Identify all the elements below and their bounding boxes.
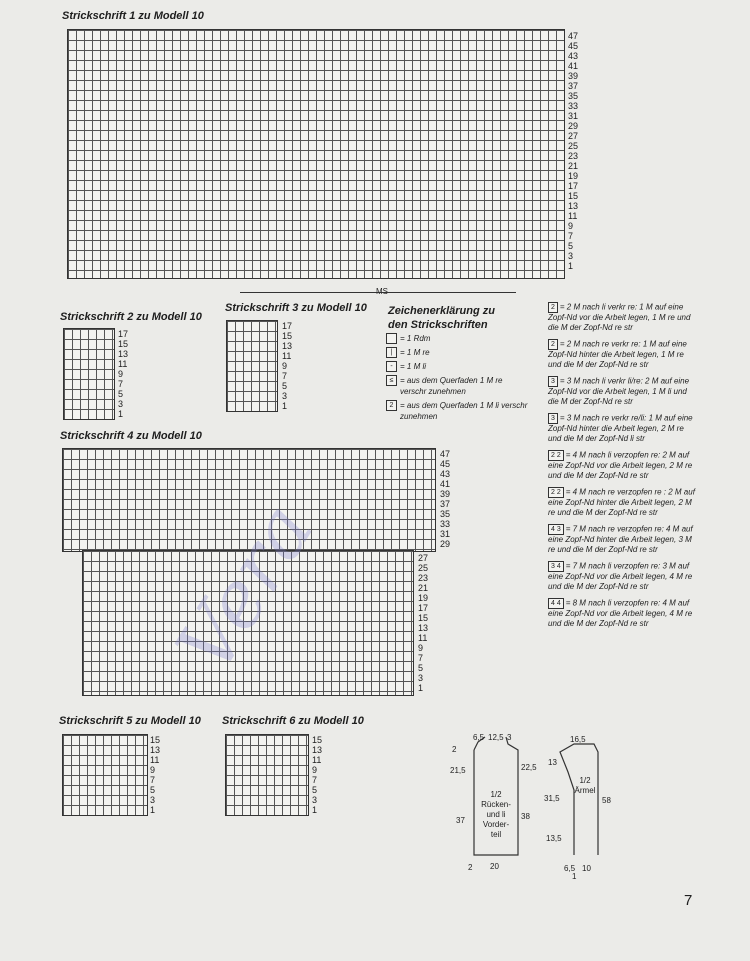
legend-text: = aus dem Querfaden 1 M re verschr zunehmen [400, 376, 503, 396]
chart-2-grid [63, 328, 115, 420]
row-label: 17 [282, 321, 293, 331]
row-label: 1 [118, 409, 124, 419]
row-label: 29 [568, 121, 579, 131]
row-label: 7 [118, 379, 124, 389]
cable-legend-item [548, 339, 698, 370]
cable-text: = 4 M nach re verzopfen re : 2 M auf eine Zopf-Nd hinter die Arbeit legen, 2 M re und die M der Zopf-Nd re str [548, 487, 695, 517]
chart-5-grid [62, 734, 148, 816]
row-label: 35 [440, 509, 451, 519]
row-label: 33 [568, 101, 579, 111]
back-right-upper: 22,5 [521, 763, 537, 772]
back-top-mid: 12,5 [488, 733, 504, 742]
cable-text: = 3 M nach re verkr re/li: 1 M auf eine Zopf-Nd hinter die Arbeit legen, 2 M re und die M der Zopf-Nd li str [548, 413, 693, 443]
schematic-sleeve [540, 730, 620, 880]
sleeve-bottom-left: 6,5 [564, 864, 576, 873]
row-label: 11 [312, 755, 322, 765]
cable-legend-item [548, 598, 698, 629]
row-label: 39 [440, 489, 451, 499]
cable-legend-item [548, 524, 698, 555]
sleeve-left-bottom: 13,5 [546, 834, 562, 843]
row-label: 17 [418, 603, 429, 613]
legend-text: = 1 Rdm [400, 334, 431, 343]
sleeve-left-mid: 31,5 [544, 794, 560, 803]
sleeve-label-2: Ärmel [574, 786, 596, 795]
legend-title-line1: Zeichenerklärung zu [388, 305, 495, 317]
cable-symbol: 2 2 [548, 487, 564, 498]
row-label: 29 [440, 539, 451, 549]
row-label: 15 [312, 735, 323, 745]
row-label: 3 [312, 795, 318, 805]
legend-symbol: | [386, 347, 397, 358]
chart-1-title: Strickschrift 1 zu Modell 10 [62, 10, 204, 22]
row-label: 23 [568, 151, 579, 161]
chart-1-row-labels [568, 31, 578, 271]
sleeve-left-top: 13 [548, 758, 557, 767]
row-label: 7 [568, 231, 574, 241]
page-number: 7 [684, 892, 693, 909]
row-label: 3 [568, 251, 574, 261]
row-label: 43 [440, 469, 451, 479]
chart-6-grid [225, 734, 309, 816]
chart-6-title: Strickschrift 6 zu Modell 10 [222, 715, 364, 727]
row-label: 3 [118, 399, 124, 409]
row-label: 43 [568, 51, 579, 61]
row-label: 15 [282, 331, 293, 341]
row-label: 11 [568, 211, 578, 221]
legend-text: = 1 M li [400, 362, 427, 371]
row-label: 25 [568, 141, 579, 151]
cable-symbol: 4 4 [548, 598, 564, 609]
row-label: 45 [568, 41, 579, 51]
row-label: 1 [312, 805, 318, 815]
row-label: 9 [150, 765, 156, 775]
row-label: 7 [418, 653, 424, 663]
row-label: 11 [150, 755, 160, 765]
legend-item [386, 347, 528, 358]
back-right-lower: 38 [521, 812, 530, 821]
sleeve-top: 16,5 [570, 735, 586, 744]
back-label-5: teil [490, 830, 502, 839]
row-label: 5 [118, 389, 124, 399]
back-label-1: 1/2 [490, 790, 502, 799]
row-label: 13 [282, 341, 293, 351]
row-label: 7 [150, 775, 156, 785]
legend-item [386, 361, 528, 372]
row-label: 31 [440, 529, 451, 539]
cable-legend-item [548, 413, 698, 444]
row-label: 5 [282, 381, 288, 391]
cable-text: = 2 M nach li verkr re: 1 M auf eine Zopf-Nd vor die Arbeit legen, 1 M re und die M der Zopf-Nd re str [548, 302, 691, 332]
cable-text: = 7 M nach li verzopfen re: 3 M auf eine Zopf-Nd vor die Arbeit legen, 4 M re und die M der Zopf-Nd re str [548, 561, 693, 591]
row-label: 27 [568, 131, 579, 141]
cable-symbol: 3 4 [548, 561, 564, 572]
back-left-top: 2 [452, 745, 457, 754]
row-label: 13 [418, 623, 429, 633]
row-label: 15 [418, 613, 429, 623]
row-label: 11 [418, 633, 428, 643]
cable-legend-item [548, 302, 698, 333]
chart-2-title: Strickschrift 2 zu Modell 10 [60, 311, 202, 323]
cable-legend-item [548, 561, 698, 592]
row-label: 15 [118, 339, 129, 349]
row-label: 13 [118, 349, 129, 359]
back-top-right: 3 [507, 733, 512, 742]
row-label: 11 [282, 351, 292, 361]
row-label: 17 [118, 329, 129, 339]
row-label: 15 [568, 191, 579, 201]
cable-text: = 2 M nach re verkr re: 1 M auf eine Zopf-Nd hinter die Arbeit legen, 1 M re und die M der Zopf-Nd re str [548, 339, 687, 369]
chart-6-row-labels [312, 735, 322, 815]
row-label: 21 [568, 161, 579, 171]
row-label: 13 [150, 745, 161, 755]
chart-4-row-labels-top [440, 449, 450, 549]
row-label: 5 [150, 785, 156, 795]
row-label: 27 [418, 553, 429, 563]
back-label-3: und li [486, 810, 506, 819]
back-left-upper: 21,5 [450, 766, 466, 775]
back-label [476, 790, 516, 840]
chart-3-title: Strickschrift 3 zu Modell 10 [225, 302, 367, 314]
cable-symbol: 4 3 [548, 524, 564, 535]
row-label: 9 [312, 765, 318, 775]
row-label: 1 [150, 805, 156, 815]
cable-legend-item [548, 487, 698, 518]
row-label: 41 [440, 479, 451, 489]
cable-symbol: 3 [548, 376, 558, 387]
back-label-2: Rücken- [481, 800, 511, 809]
row-label: 9 [568, 221, 574, 231]
chart-3-row-labels [282, 321, 292, 411]
schematic-sleeve-drawing [540, 730, 620, 880]
row-label: 5 [312, 785, 318, 795]
row-label: 7 [312, 775, 318, 785]
row-label: 13 [312, 745, 323, 755]
row-label: 15 [150, 735, 161, 745]
chart-2-row-labels [118, 329, 128, 419]
chart-5-row-labels [150, 735, 160, 815]
legend-symbol: 2 [386, 400, 397, 411]
chart-1-ms-label: MS [376, 287, 388, 296]
row-label: 11 [118, 359, 128, 369]
legend-symbol [386, 333, 397, 344]
row-label: 5 [418, 663, 424, 673]
cable-text: = 4 M nach li verzopfen re: 2 M auf eine Zopf-Nd vor die Arbeit legen, 2 M re und die M der Zopf-Nd re str [548, 450, 693, 480]
legend-item [386, 333, 528, 344]
row-label: 5 [568, 241, 574, 251]
legend-item [386, 400, 528, 422]
legend-text: = 1 M re [400, 348, 430, 357]
row-label: 37 [568, 81, 579, 91]
row-label: 9 [418, 643, 424, 653]
back-bottom-left: 2 [468, 863, 473, 872]
cable-symbol: 2 [548, 339, 558, 350]
sleeve-bottom-mid: 10 [582, 864, 591, 873]
row-label: 13 [568, 201, 579, 211]
legend-list [386, 333, 528, 425]
chart-4-row-labels-bottom [418, 553, 428, 693]
legend-title [388, 304, 495, 332]
row-label: 21 [418, 583, 429, 593]
chart-1-ms-line [240, 292, 516, 293]
chart-1-grid [67, 29, 565, 279]
chart-4-title: Strickschrift 4 zu Modell 10 [60, 430, 202, 442]
cable-text: = 3 M nach li verkr li/re: 2 M auf eine Zopf-Nd vor die Arbeit legen, 1 M li und die M der Zopf-Nd re str [548, 376, 690, 406]
row-label: 39 [568, 71, 579, 81]
row-label: 9 [282, 361, 288, 371]
row-label: 1 [418, 683, 424, 693]
row-label: 1 [282, 401, 288, 411]
row-label: 45 [440, 459, 451, 469]
row-label: 7 [282, 371, 288, 381]
chart-5-title: Strickschrift 5 zu Modell 10 [59, 715, 201, 727]
row-label: 17 [568, 181, 579, 191]
row-label: 31 [568, 111, 579, 121]
back-label-4: Vorder- [482, 820, 510, 829]
legend-item [386, 375, 528, 397]
row-label: 3 [150, 795, 156, 805]
row-label: 33 [440, 519, 451, 529]
row-label: 25 [418, 563, 429, 573]
row-label: 41 [568, 61, 579, 71]
cable-text: = 8 M nach li verzopfen re: 4 M auf eine Zopf-Nd vor die Arbeit legen, 4 M re und die M der Zopf-Nd re str [548, 598, 693, 628]
row-label: 37 [440, 499, 451, 509]
row-label: 3 [418, 673, 424, 683]
sleeve-bottom-small: 1 [572, 872, 577, 881]
row-label: 23 [418, 573, 429, 583]
sleeve-right: 58 [602, 796, 611, 805]
legend-symbol: ≤ [386, 375, 397, 386]
watermark: Vera [160, 488, 332, 688]
right-legend [548, 302, 698, 635]
chart-3-grid [226, 320, 278, 412]
row-label: 9 [118, 369, 124, 379]
legend-title-line2: den Strickschriften [388, 319, 488, 331]
legend-text: = aus dem Querfaden 1 M li verschr zunehmen [400, 401, 528, 421]
row-label: 47 [440, 449, 451, 459]
row-label: 19 [568, 171, 579, 181]
row-label: 1 [568, 261, 574, 271]
cable-legend-item [548, 376, 698, 407]
schematic-back-front [448, 730, 538, 880]
cable-symbol: 2 [548, 302, 558, 313]
row-label: 35 [568, 91, 579, 101]
row-label: 19 [418, 593, 429, 603]
row-label: 47 [568, 31, 579, 41]
row-label: 3 [282, 391, 288, 401]
back-left-lower: 37 [456, 816, 465, 825]
sleeve-label [568, 776, 602, 796]
cable-text: = 7 M nach re verzopfen re: 4 M auf eine Zopf-Nd hinter die Arbeit legen, 3 M re und die M der Zopf-Nd re str [548, 524, 693, 554]
back-top-left: 6,5 [473, 733, 485, 742]
cable-legend-item [548, 450, 698, 481]
legend-symbol: - [386, 361, 397, 372]
back-bottom-mid: 20 [490, 862, 499, 871]
sleeve-label-1: 1/2 [579, 776, 591, 785]
cable-symbol: 3 [548, 413, 558, 424]
cable-symbol: 2 2 [548, 450, 564, 461]
